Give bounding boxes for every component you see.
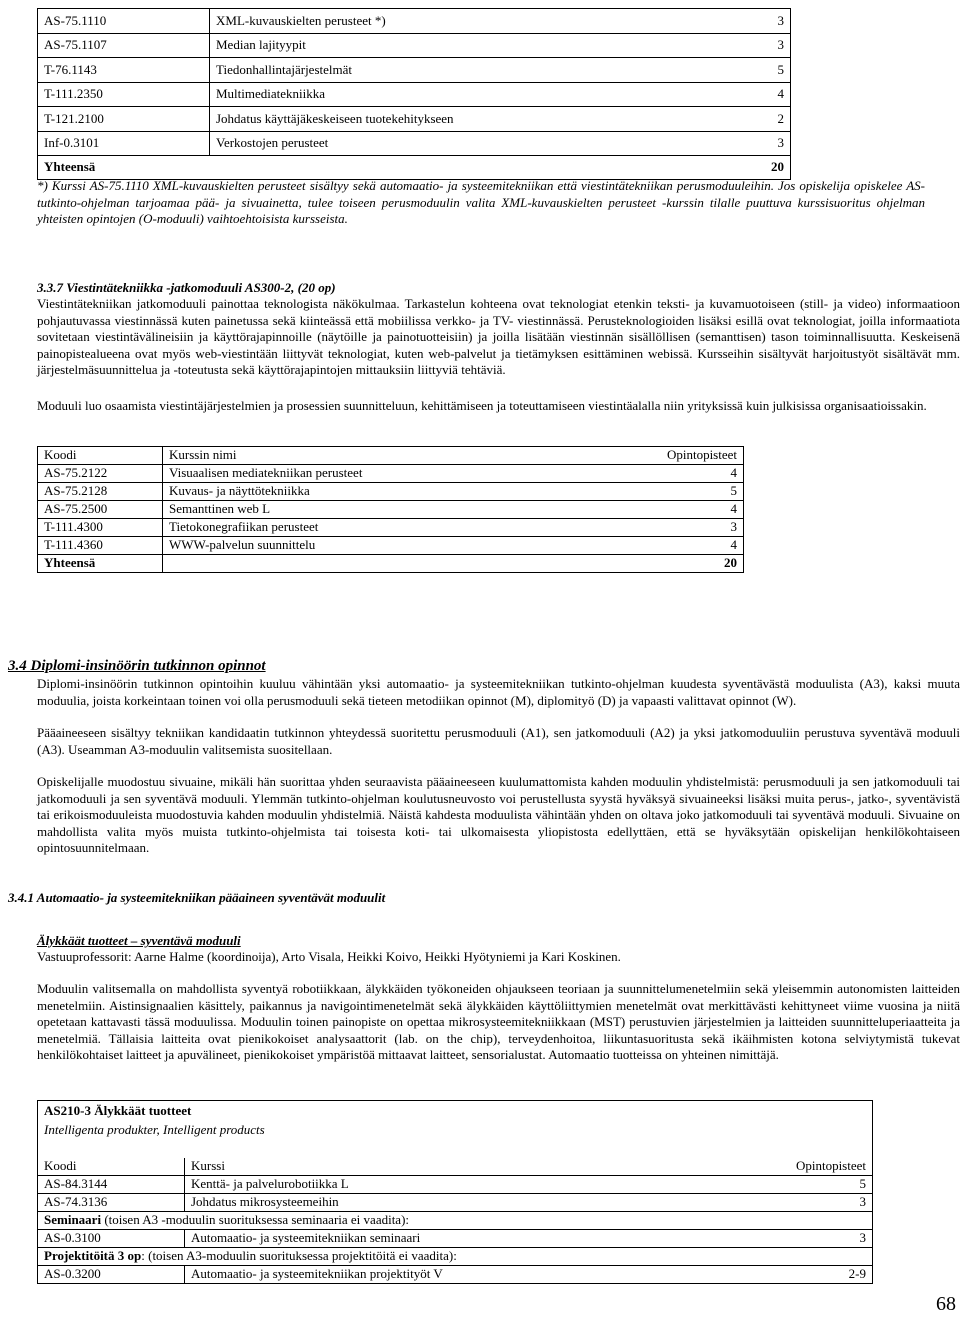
- course-credits: 3: [777, 12, 784, 28]
- col-header-credits: Opintopisteet: [795, 1158, 866, 1174]
- course-name: Johdatus käyttäjäkeskeiseen tuotekehitykseen: [216, 110, 454, 126]
- course-code: AS-75.1110: [38, 9, 210, 34]
- table-header-row: [38, 1158, 873, 1176]
- total-row: [38, 555, 744, 573]
- col-header-code: Koodi: [38, 1158, 185, 1176]
- table-row: [38, 1194, 873, 1212]
- course-name: Tietokonegrafiikan perusteet: [169, 519, 319, 535]
- project-label-text: : (toisen A3-moduulin suorituksessa projektitöitä ei vaadita):: [141, 1248, 457, 1264]
- section-337-heading: 3.3.7 Viestintätekniikka -jatkomoduuli AS300-2, (20 op): [37, 280, 336, 295]
- course-code: AS-75.2128: [38, 483, 163, 501]
- course-code: T-111.4360: [38, 537, 163, 555]
- course-name: Automaatio- ja systeemitekniikan seminaari: [191, 1230, 421, 1246]
- table-subtitle-row: [38, 1120, 873, 1141]
- course-credits: 4: [730, 465, 737, 481]
- section-34-paragraph-3: Opiskelijalle muodostuu sivuaine, mikäli hän suorittaa yhden seuraavista pääaineeseen kuulumattomista kahden moduulin yhdistelmistä: perusmoduuli ja sen jatkomoduuli tai jatkomoduuli ja sen syventävä moduuli. Ylemmän tutkinto-ohjelman koulutusneuvosto voi perustellusta syystä hyväksyä sivuaineeksi lisäksi muita perus-, jatko-, syventävistä tai erikoismoduuleista muodostuvia kahden moduulin yhdistelmiä. Näistä kahdesta moduulista vähintään yhden on oltava joko jatkomoduuli tai syventävä moduuli. Sivuaine on mahdollista valita myös muista tutkinto-ohjelmista tai toisesta koti- tai ulkomaisesta yliopistosta edellyttäen, että se hyväksytään opiskelijan henkilökohtaiseen opintosuunnitelmaan.: [37, 774, 960, 855]
- table-row: [38, 58, 791, 83]
- section-34-paragraph-2: Pääaineeseen sisältyy tekniikan kandidaatin tutkinnon yhteydessä suoritettu perusmoduuli (A1), sen jatkomoduuli (A2) ja yksi jatkomoduuliin perustuva syventävä moduuli (A3). Useamman A3-moduulin valitsemista suositellaan.: [37, 725, 960, 757]
- course-credits: 3: [777, 37, 784, 52]
- course-code: AS-0.3200: [38, 1266, 185, 1284]
- footnote: *) Kurssi AS-75.1110 XML-kuvauskielten perusteet sisältyy sekä automaatio- ja systeemitekniikan että viestintätekniikan perusmoduuleihin. Jos opiskelija opiskelee AS-tutkinto-ohjelman tarjoamaa pää- ja sivuainetta, tulee toiseen perusmoduulin valita XML-kuvauskielten perusteet -kurssin tilalle puuttuva kurssisuoritus ohjelman yhteisten opintojen (O-moduuli) vaihtoehtoisista kursseista.: [37, 178, 925, 226]
- course-code: AS-75.2122: [38, 465, 163, 483]
- subsection-heading: Älykkäät tuotteet – syventävä moduuli: [37, 933, 241, 948]
- course-code: T-76.1143: [38, 58, 210, 83]
- course-name: Semanttinen web L: [169, 501, 271, 517]
- col-header-code: Koodi: [38, 447, 163, 465]
- project-label: [38, 1248, 873, 1266]
- col-header-name: Kurssin nimi: [169, 447, 237, 463]
- table-row: [38, 537, 744, 555]
- course-name: Verkostojen perusteet: [216, 135, 329, 150]
- total-value: 20: [771, 159, 784, 175]
- table-row: [38, 519, 744, 537]
- course-credits: 4: [730, 501, 737, 517]
- course-credits: 4: [730, 537, 737, 553]
- course-credits: 3: [859, 1230, 866, 1246]
- course-name: Visuaalisen mediatekniikan perusteet: [169, 465, 363, 481]
- course-credits: 3: [777, 135, 784, 150]
- section-34-paragraph-1: Diplomi-insinöörin tutkinnon opintoihin kuuluu vähintään yksi automaatio- ja systeemitekniikan tutkinto-ohjelman kuudesta syventävästä moduulista (A3), kaksi muuta moduulia, joista korkeintaan toinen voi olla perusmoduuli sekä tieteen metodiikan opinnot (M), diplomityö (D) ja vapaasti valittavat opinnot (W).: [37, 676, 960, 708]
- table-row: [38, 501, 744, 519]
- col-header-credits: Opintopisteet: [666, 447, 737, 463]
- section-34-heading: 3.4 Diplomi-insinöörin tutkinnon opinnot: [8, 658, 266, 674]
- course-credits: 4: [777, 86, 784, 101]
- table-row: [38, 82, 791, 107]
- table-row: [38, 1266, 873, 1284]
- section-341-paragraph: Moduulin valitsemalla on mahdollista syventyä robotiikkaan, älykkäiden työkoneiden ohjaukseen teoriaan ja suunnittelumenetelmiin sekä yleisemmin autonomisten laitteiden menetelmiin. Aistinsignaalien käsittely, paikannus ja navigointimenetelmät sekä älykkäiden käyttöliittymien menetelmät ovat merkittävästi kehittyneet viime vuosina ja niitä opetetaan kattavasti tässä moduulissa. Moduulin toinen painopiste on opettaa mikrosysteemitekniikkaan (MST) perustuvien järjestelmien ja laitteiden suunnitteluperiaatteita ja menetelmiä. Tällaisia laitteita ovat pienikokoiset analysaattorit (lab. on the chip), terveydenhoitoa, liikuntasuoritusta sekä ikäihmisten kotona selviytymistä tukevat henkilökohtaiset laitteet ja apuvälineet, pienikokoiset ympäristöä mittaavat laitteet, sensorialustat. Automaatio tuotteissa on yhteinen nimittäjä.: [37, 981, 960, 1062]
- project-label-row: [38, 1248, 873, 1266]
- course-name: Johdatus mikrosysteemeihin: [191, 1194, 339, 1210]
- course-credits: 5: [730, 483, 737, 499]
- seminar-label-text: (toisen A3 -moduulin suorituksessa seminaaria ei vaadita):: [101, 1212, 410, 1228]
- seminar-label-bold: Seminaari: [44, 1212, 102, 1228]
- table-row: [38, 1176, 873, 1194]
- table-row: [38, 33, 791, 58]
- as210-course-table: [37, 1100, 873, 1284]
- section-337-course-table: [37, 446, 744, 573]
- course-name: Kuvaus- ja näyttötekniikka: [169, 483, 310, 499]
- course-name: Tiedonhallintajärjestelmät: [216, 61, 352, 77]
- course-credits: 2: [777, 110, 784, 126]
- responsible-professors: Vastuuprofessorit: Aarne Halme (koordinoija), Arto Visala, Heikki Koivo, Heikki Hyötyniemi ja Kari Koskinen.: [37, 949, 621, 964]
- table-row: [38, 9, 791, 34]
- table-row: [38, 465, 744, 483]
- course-code: Inf-0.3101: [38, 131, 210, 156]
- table-title: AS210-3 Älykkäät tuotteet: [44, 1103, 192, 1119]
- course-name: XML-kuvauskielten perusteet *): [216, 12, 386, 28]
- spacer-row: [38, 1141, 873, 1158]
- table-title-row: [38, 1101, 873, 1121]
- course-code: T-111.4300: [38, 519, 163, 537]
- total-spacer: [163, 555, 632, 573]
- table-row: [38, 1230, 873, 1248]
- total-row: [38, 156, 791, 180]
- course-code: AS-0.3100: [38, 1230, 185, 1248]
- spacer: [38, 1141, 873, 1158]
- top-course-table: [37, 8, 791, 180]
- course-code: AS-75.1107: [38, 33, 210, 58]
- course-credits: 5: [777, 61, 784, 77]
- total-spacer: [210, 156, 739, 180]
- seminar-label: [38, 1212, 873, 1230]
- course-code: AS-84.3144: [38, 1176, 185, 1194]
- table-subtitle: Intelligenta produkter, Intelligent products: [44, 1122, 265, 1138]
- course-name: Kenttä- ja palvelurobotiikka L: [191, 1176, 349, 1192]
- course-name: WWW-palvelun suunnittelu: [169, 537, 316, 553]
- section-341-heading: 3.4.1 Automaatio- ja systeemitekniikan pääaineen syventävät moduulit: [8, 890, 386, 905]
- table-row: [38, 483, 744, 501]
- course-code: T-111.2350: [38, 82, 210, 107]
- course-code: AS-74.3136: [38, 1194, 185, 1212]
- course-name: Multimediatekniikka: [216, 86, 326, 101]
- course-credits: 2-9: [848, 1266, 866, 1282]
- table-row: [38, 131, 791, 156]
- total-label: Yhteensä: [44, 159, 96, 175]
- section-337-paragraph-1: Viestintätekniikan jatkomoduuli painottaa teknologista näkökulmaa. Tarkastelun kohteena ovat teknologiat etenkin teksti- ja kuvamuotoiseen (still- ja video) informaatioon pohjautuvassa viestinnässä kuten painetussa sekä kiinteässä että mobiilissa verkko- ja TV- viestinnässä. Perusteknologioiden lisäksi esillä ovat teknologiat, joilla informaatiota sovitetaan viestintävälineisiin ja käyttörajapinnoille (näytöille ja painotuotteisiin) ja joilla lisätään viestinnän sisällöllisen (semanttisen) tason toiminnallisuutta. Keskeisenä painopistealueena ovat myös web-viestintään liittyvät teknologiat, kuten web-palvelut ja tietämyksen esittäminen webissä. Kursseihin sisältyvät harjoitustyöt sisältävät mm. järjestelmäsuunnittelua ja -toteutusta sekä käyttörajapintojen mittauksiin liittyviä tehtäviä.: [37, 296, 960, 377]
- total-label: Yhteensä: [38, 555, 163, 573]
- table-row: [38, 107, 791, 132]
- course-credits: 5: [859, 1176, 866, 1192]
- course-name: Median lajityypit: [216, 37, 306, 52]
- section-337-paragraph-2: Moduuli luo osaamista viestintäjärjestelmien ja prosessien suunnitteluun, kehittämiseen ja toteuttamiseen viestintäalalla niin yrityksissä kuin julkisissa organisaatioissakin.: [37, 398, 927, 413]
- col-header-name: Kurssi: [191, 1158, 225, 1174]
- course-credits: 3: [859, 1194, 866, 1210]
- top-course-rows: [38, 9, 791, 180]
- project-label-bold: Projektitöitä 3 op: [44, 1248, 142, 1264]
- total-value: 20: [724, 555, 737, 571]
- course-code: T-121.2100: [38, 107, 210, 132]
- seminar-label-row: [38, 1212, 873, 1230]
- course-credits: 3: [730, 519, 737, 535]
- course-code: AS-75.2500: [38, 501, 163, 519]
- page-number: 68: [936, 1293, 956, 1315]
- table-header-row: [38, 447, 744, 465]
- course-name: Automaatio- ja systeemitekniikan projektityöt V: [191, 1266, 443, 1282]
